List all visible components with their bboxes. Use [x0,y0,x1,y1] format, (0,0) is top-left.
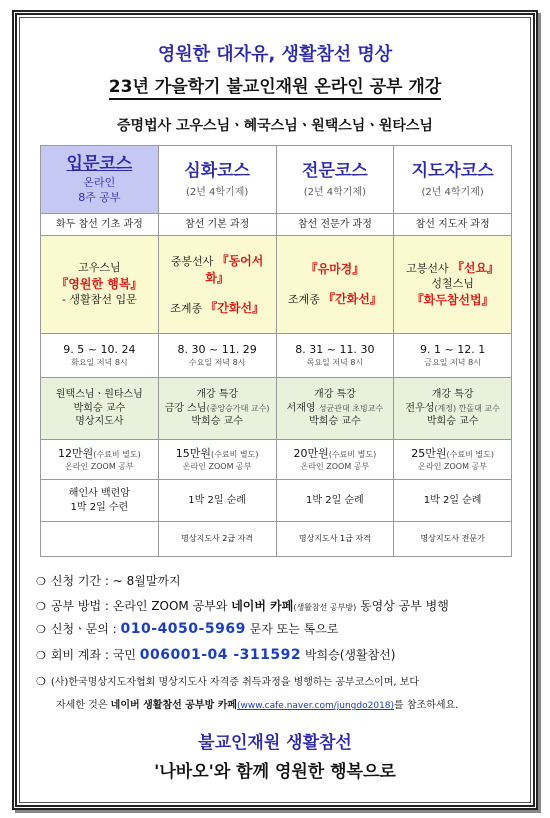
course-books [158,236,276,334]
course-teachers [276,378,394,440]
bullet-ring-icon: ❍ [36,675,46,688]
fee-note: (수료비 별도) [211,449,259,459]
table-row-fees [41,440,512,480]
course-books [41,236,159,334]
teacher-line: 원택스님ㆍ원타스님 [55,389,143,401]
teacher-line: 개강 특강 [196,389,239,401]
course-dates [41,334,159,378]
course-certification: 명상지도사 2급 자격 [158,522,276,557]
teacher-line: 개강 특강 [313,389,356,401]
naver-cafe-label: 네이버 카페 [231,599,294,613]
account-number: 006001-04 -311592 [139,647,302,663]
course-header-leader [394,146,512,214]
contact-phone[interactable]: 010-4050-5969 [120,621,246,637]
book-author: 조계종 [170,301,203,315]
book-title: 『화두참선법』 [411,293,494,308]
date-range: 8. 30 ~ 11. 29 [177,342,257,356]
course-retreat [41,480,159,522]
teacher-note: (계정) 깐돌대 교수 [434,403,500,413]
teacher-note: 성균관대 초빙교수 [318,403,384,413]
course-dates [158,334,276,378]
contact-suffix: 문자 또는 톡으로 [249,622,339,636]
footer-slogan: '나바오'와 함께 영원한 행복으로 [154,762,396,782]
info-note-line2 [56,696,458,711]
course-retreat: 1박 2일 순례 [276,480,394,522]
course-name: 심화코스 [184,160,250,181]
book-note: - 생활참선 입문 [62,292,137,306]
date-range: 9. 1 ~ 12. 1 [420,342,486,356]
book-author: 고봉선사 [406,262,449,276]
fee-note: (수료비 별도) [446,449,494,459]
course-sub: 8주 공부 [78,190,121,204]
course-category: 참선 기본 과정 [158,214,276,236]
course-books [276,236,394,334]
retreat-line: 해인사 백련암 [68,488,130,499]
study-method-suffix: 동영상 공부 병행 [360,599,449,613]
course-header-expert [276,146,394,214]
fee-method: 온라인 ZOOM 공부 [182,461,252,471]
teacher-line: 박희승 교수 [426,416,479,428]
fee-method: 온라인 ZOOM 공부 [418,461,487,471]
teacher-line: 박희승 교수 [191,416,243,428]
study-method-text: 공부 방법 : 온라인 ZOOM 공부와 [50,599,228,613]
note-line2-suffix: 를 참조하세요. [394,700,459,711]
semester-title-text: 23년 가을학기 불교인재원 온라인 공부 개강 [109,77,441,100]
table-row-course-names [41,146,512,214]
book-title: 『선요』 [451,261,500,276]
date-range: 8. 31 ~ 11. 30 [295,342,375,356]
book-author: 조계종 [287,293,320,307]
course-category: 화두 참선 기초 과정 [41,214,159,236]
monks-line: 증명법사 고우스님ㆍ혜국스님ㆍ원택스님ㆍ원타스님 [117,118,433,134]
class-time: 수요일 저녁 8시 [188,357,246,367]
cafe-name-note: (생활참선 공부방) [293,603,357,612]
naver-cafe-name: 네이버 생활참선 공부방 카페 [110,700,238,711]
course-sub: (2년 4학기제) [421,186,484,198]
bullet-ring-icon: ❍ [36,575,46,588]
course-certification [41,522,159,557]
course-dates [394,334,512,378]
course-retreat: 1박 2일 순례 [394,480,512,522]
course-teachers [394,378,512,440]
teacher-line: 금강 스님 [164,402,207,414]
fee-amount: 20만원 [293,446,329,460]
info-account [36,646,395,663]
teacher-line: 개강 특강 [431,389,474,401]
course-teachers [41,378,159,440]
fee-method: 온라인 ZOOM 공부 [300,461,370,471]
info-apply-period [36,572,181,589]
bullet-ring-icon: ❍ [36,623,46,636]
course-fee [394,440,512,480]
table-row-books [41,236,512,334]
footer-title: 불교인재원 생활참선 [198,733,352,753]
course-header-intro [41,146,159,214]
fee-note: (수료비 별도) [93,449,141,459]
course-table [40,145,512,557]
teacher-note: (중앙승가대 교수) [206,403,270,413]
course-teachers [158,378,276,440]
headline-title: 영원한 대자유, 생활참선 명상 [157,44,393,65]
table-row-dates [41,334,512,378]
course-retreat: 1박 2일 순례 [158,480,276,522]
course-fee [41,440,159,480]
course-certification: 명상지도사 1급 자격 [276,522,394,557]
course-name: 전문코스 [302,160,368,181]
note-line2-prefix: 자세한 것은 [56,700,108,711]
course-category: 참선 전문가 과정 [276,214,394,236]
semester-title [0,72,550,97]
table-row-retreat [41,480,512,522]
course-sub: (2년 4학기제) [303,186,367,198]
class-time: 금요일 저녁 8시 [424,357,481,367]
course-header-advanced [158,146,276,214]
bullet-ring-icon: ❍ [36,649,46,662]
teacher-line: 명상지도사 [75,416,124,428]
book-author: 중봉선사 [170,254,214,268]
course-sub: 온라인 [83,176,116,190]
retreat-line: 1박 2일 수련 [70,501,129,513]
info-study-method [36,597,449,614]
book-title: 『간화선』 [323,292,382,307]
class-time: 목요일 저녁 8시 [306,357,364,367]
course-name: 지도자코스 [411,160,494,181]
teacher-line: 전우성 [405,402,435,414]
course-certification: 명상지도사 전문가 [394,522,512,557]
book-title: 『영원한 행복』 [56,277,143,292]
book-title: 『동어서화』 [205,253,264,285]
contact-label: 신청ㆍ문의 : [50,622,117,636]
note-line1: (사)한국명상지도자협회 명상지도사 자격증 취득과정을 병행하는 공부코스이며, 보다 [50,677,420,688]
fee-note: (수료비 별도) [328,449,377,459]
fee-method: 온라인 ZOOM 공부 [65,461,134,471]
course-fee [158,440,276,480]
table-row-teachers [41,378,512,440]
class-time: 화요일 저녁 8시 [71,357,128,367]
course-category: 참선 지도자 과정 [394,214,512,236]
book-author: 성철스님 [431,277,474,291]
course-sub: (2년 4학기제) [185,186,249,198]
book-title: 『유마경』 [305,262,365,277]
date-range: 9. 5 ~ 10. 24 [63,342,136,356]
bullet-ring-icon: ❍ [36,600,46,613]
book-author: 고우스님 [78,261,121,275]
fee-amount: 12만원 [58,446,94,460]
fee-amount: 25만원 [411,446,447,460]
course-name: 입문코스 [66,154,133,175]
teacher-line: 박희승 교수 [73,402,126,414]
info-contact [36,620,338,637]
table-row-category [41,214,512,236]
apply-period-text: 신청 기간 : ~ 8월말까지 [50,574,181,588]
book-title: 『간화선』 [205,300,265,315]
account-holder: 박희승(생활참선) [304,648,396,662]
table-row-certification [41,522,512,557]
course-fee [276,440,394,480]
account-label: 회비 계좌 : 국민 [50,648,136,662]
course-books [394,236,512,334]
fee-amount: 15만원 [175,446,212,460]
teacher-line: 서재영 [286,402,316,414]
teacher-line: 박희승 교수 [309,416,361,428]
info-note [36,673,419,688]
course-dates [276,334,394,378]
cafe-link[interactable]: (www.cafe.naver.com/jungdo2018) [237,701,395,711]
